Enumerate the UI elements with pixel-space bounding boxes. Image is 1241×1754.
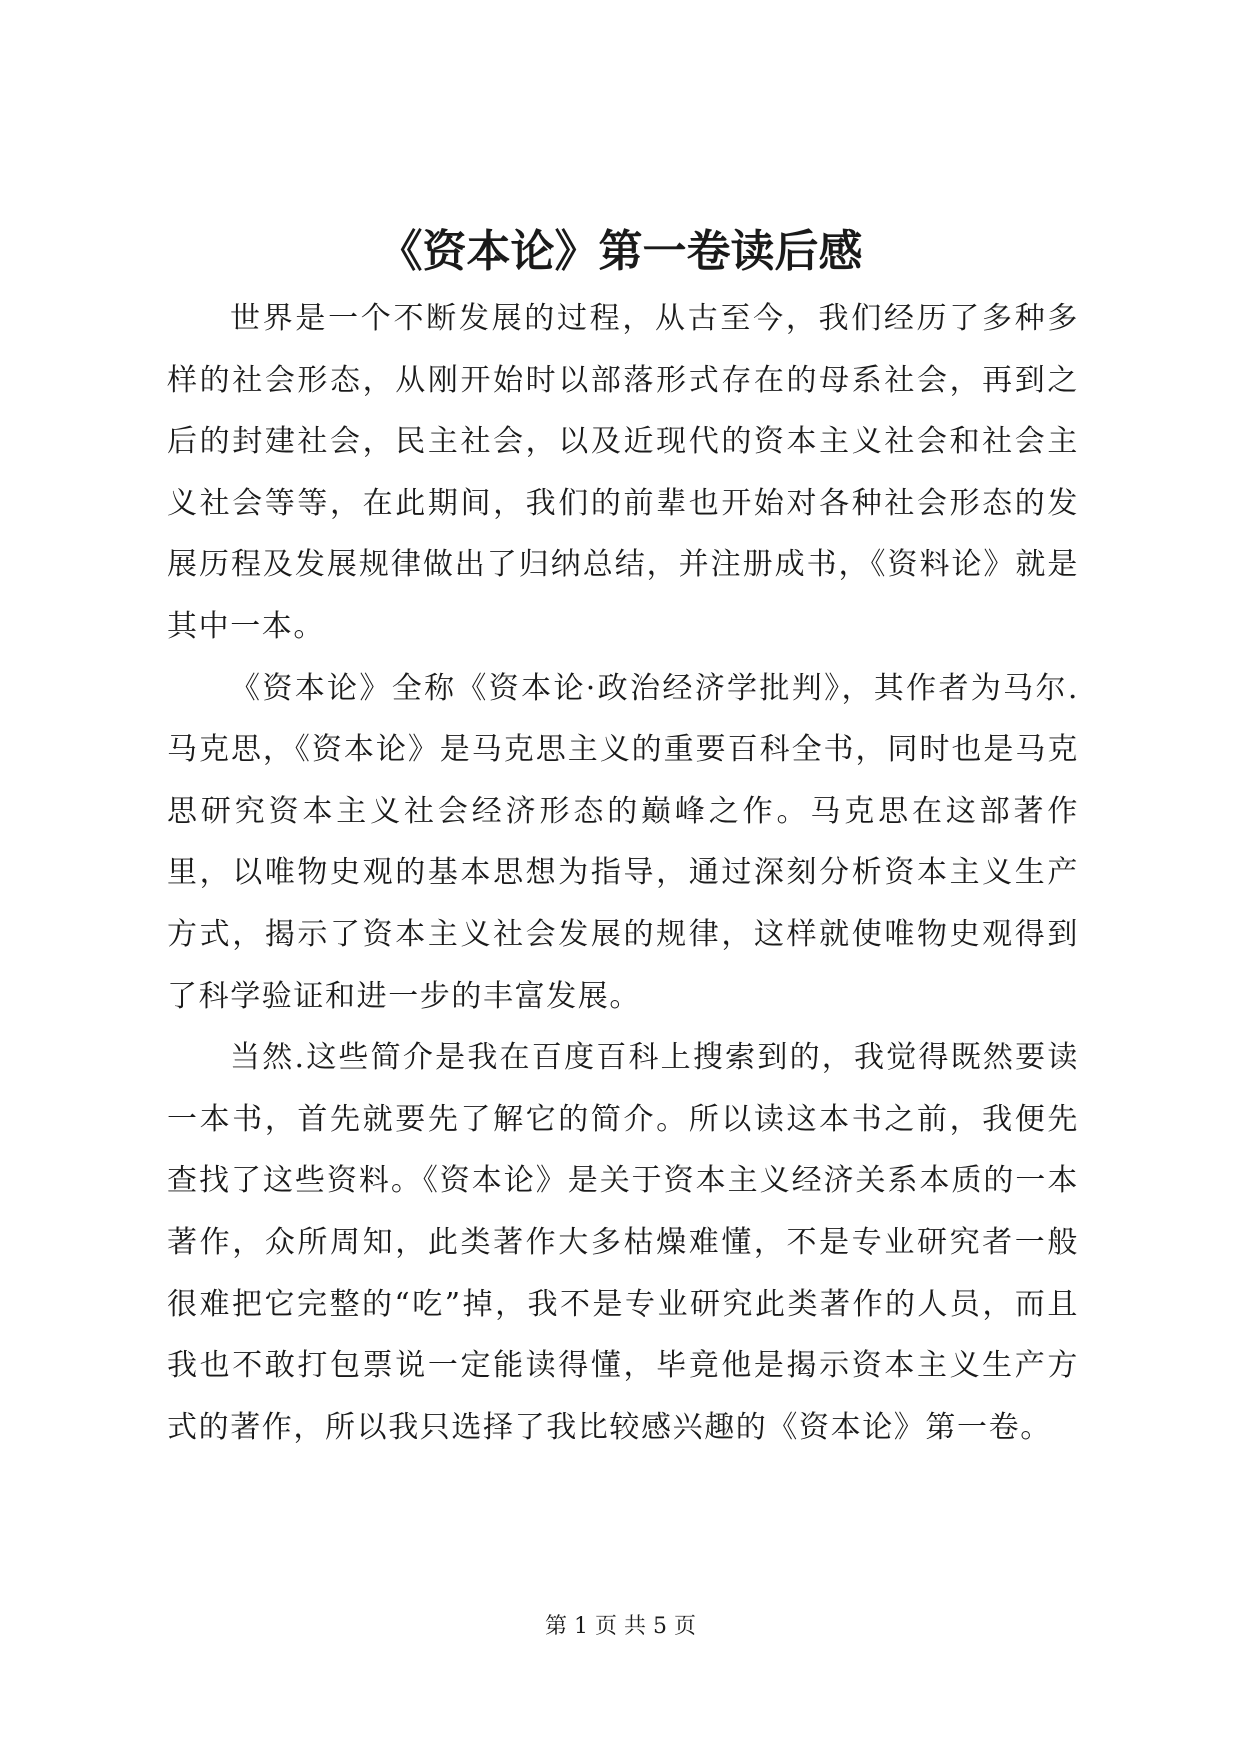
document-title: 《资本论》第一卷读后感: [378, 226, 863, 277]
paragraph-1: 世界是一个不断发展的过程，从古至今，我们经历了多种多样的社会形态，从刚开始时以部落形式存在的母系社会，再到之后的封建社会，民主社会，以及近现代的资本主义社会和社会主义社会等等，在此期间，我们的前辈也开始对各种社会形态的发展历程及发展规律做出了归纳总结，并注册成书，《资料论》就是其中一本。: [167, 301, 1079, 644]
paragraph-2: 《资本论》全称《资本论·政治经济学批判》，其作者为马尔.马克思，《资本论》是马克思主义的重要百科全书，同时也是马克思研究资本主义社会经济形态的巅峰之作。马克思在这部著作里，以唯物史观的基本思想为指导，通过深刻分析资本主义生产方式，揭示了资本主义社会发展的规律，这样就使唯物史观得到了科学验证和进一步的丰富发展。: [167, 670, 1079, 1014]
paragraph-3: 当然.这些简介是我在百度百科上搜索到的，我觉得既然要读一本书，首先就要先了解它的简介。所以读这本书之前，我便先查找了这些资料。《资本论》是关于资本主义经济关系本质的一本著作，众所周知，此类著作大多枯燥难懂，不是专业研究者一般很难把它完整的“吃”掉，我不是专业研究此类著作的人员，而且我也不敢打包票说一定能读得懂，毕竟他是揭示资本主义生产方式的著作，所以我只选择了我比较感兴趣的《资本论》第一卷。: [167, 1040, 1079, 1445]
document-body: [167, 288, 1079, 1458]
page-number-footer: 第 1 页 共 5 页: [545, 1614, 696, 1639]
